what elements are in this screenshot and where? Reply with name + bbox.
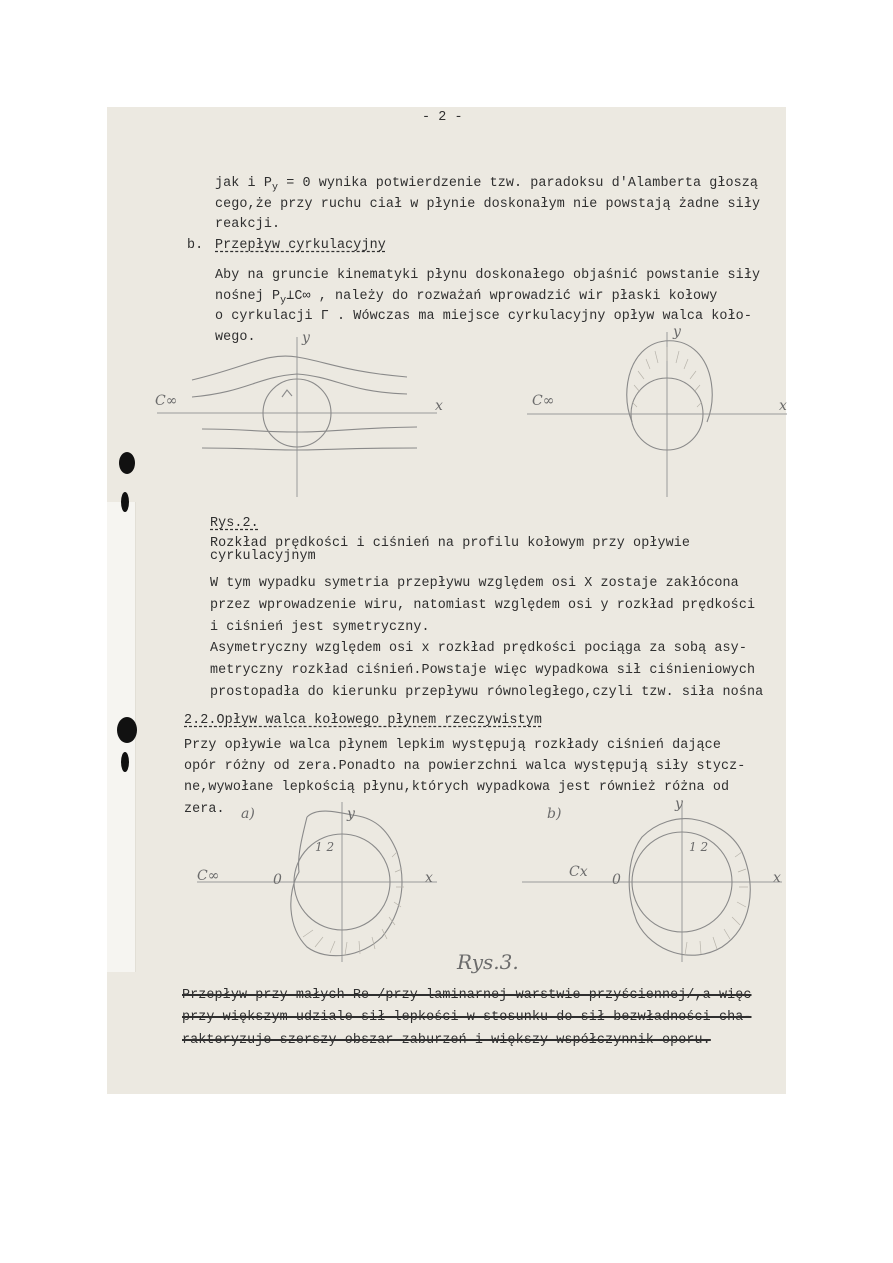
fig2-pressure-distribution-diagram	[522, 324, 792, 502]
fig3b-zero-label: 0	[612, 872, 621, 888]
streamline	[192, 356, 407, 380]
fig3a-y-label: y	[347, 806, 355, 822]
text-line: cego,że przy ruchu ciał w płynie doskonałym nie powstają żadne siły	[215, 197, 761, 212]
struck-text-line: rakteryzuje szerszy obszar zaburzeń i większy współczynnik oporu.	[182, 1033, 711, 1048]
binding-hole	[121, 752, 129, 772]
fig3a-x-label: x	[425, 870, 433, 886]
text-line: Przy opływie walca płynem lepkim występują rozkłady ciśnień dające	[184, 738, 721, 753]
fig3-cinf-label: C∞	[197, 868, 220, 884]
fig2-right-y-label: y	[673, 324, 681, 340]
text-line: wego.	[215, 330, 256, 345]
text-line: o cyrkulacji Γ . Wówczas ma miejsce cyrkulacyjny opływ walca koło-	[215, 309, 752, 324]
fig2-caption-line: cyrkulacyjnym	[210, 549, 316, 564]
fig2-left-y-label: y	[302, 330, 310, 346]
text-line: zera.	[184, 802, 225, 817]
text-line	[215, 290, 717, 307]
text-line: opór różny od zera.Ponadto na powierzchni walca występują siły stycz-	[184, 759, 746, 774]
scanned-page	[107, 107, 786, 1094]
fig2-caption-title: Rys.2.	[210, 516, 259, 531]
fig3b-x-label: x	[773, 870, 781, 886]
fig3b-points-label: 1 2	[689, 840, 709, 854]
streamline	[192, 374, 407, 397]
fig3b-y-label: y	[675, 796, 683, 812]
text-fragment: ⊥C∞ , należy do rozważań wprowadzić wir płaski kołowy	[286, 289, 718, 304]
fig3a-points-label: 1 2	[315, 840, 335, 854]
text-line: przez wprowadzenie wiru, natomiast względem osi y rozkład prędkości	[210, 598, 756, 613]
hatching	[685, 852, 748, 955]
text-fragment: = 0 wynika potwierdzenie tzw. paradoksu d'Alamberta głoszą	[278, 176, 759, 191]
subscript: y	[271, 182, 279, 194]
fig3-caption: Rys.3.	[457, 950, 519, 974]
section-22-title: 2.2.Opływ walca kołowego płynem rzeczywistym	[184, 713, 542, 728]
struck-text-line: Przepływ przy małych Re /przy laminarnej warstwie przyściennej/,a więc	[182, 988, 752, 1003]
page-number: - 2 -	[422, 110, 463, 125]
fig3a-label: a)	[241, 806, 255, 822]
text-line: Aby na gruncie kinematyki płynu doskonałego objaśnić powstanie siły	[215, 268, 761, 283]
text-line: i ciśnień jest symetryczny.	[210, 620, 430, 635]
text-line: ne,wywołane lepkością płynu,których wypadkowa jest również różna od	[184, 780, 730, 795]
struck-text-line: przy większym udziale sił lepkości w stosunku do sił bezwładności cha-	[182, 1010, 752, 1025]
fig2-caption-line: Rozkład prędkości i ciśnień na profilu kołowym przy opływie	[210, 536, 691, 551]
fig2-circulation-flow-diagram	[147, 332, 447, 502]
text-line: metryczny rozkład ciśnień.Powstaje więc wypadkowa sił ciśnieniowych	[210, 663, 756, 678]
binding-hole	[117, 717, 137, 743]
fig3b-viscous-flow-diagram	[517, 797, 787, 967]
hatching	[303, 852, 404, 955]
section-b-label: b.	[187, 238, 204, 253]
binding-hole	[119, 452, 135, 474]
fig3a-zero-label: 0	[273, 872, 282, 888]
text-fragment: jak i P	[215, 176, 272, 191]
streamline	[202, 427, 417, 432]
streamline	[202, 448, 417, 450]
fig2-left-x-label: x	[435, 398, 443, 414]
text-line: prostopadła do kierunku przepływu równoległego,czyli tzw. siła nośna	[210, 685, 764, 700]
text-line: Asymetryczny względem osi x rozkład prędkości pociąga za sobą asy-	[210, 641, 747, 656]
fig2-right-x-label: x	[779, 398, 787, 414]
fig3b-label: b)	[547, 806, 562, 822]
fig2-right-cinf-label: C∞	[532, 393, 555, 409]
subscript: y	[280, 295, 287, 307]
fig2-left-cinf-label: C∞	[155, 393, 178, 409]
circulation-arrow	[282, 390, 292, 397]
pressure-envelope	[627, 341, 712, 422]
text-fragment: nośnej P	[215, 289, 281, 304]
binding-hole	[121, 492, 129, 512]
fig3-cx-label: Cx	[569, 864, 588, 880]
section-b-title: Przepływ cyrkulacyjny	[215, 238, 386, 253]
text-line	[215, 177, 758, 194]
text-line: W tym wypadku symetria przepływu względem osi X zostaje zakłócona	[210, 576, 739, 591]
text-line: reakcji.	[215, 217, 281, 232]
fig3a-viscous-flow-diagram	[187, 797, 447, 967]
